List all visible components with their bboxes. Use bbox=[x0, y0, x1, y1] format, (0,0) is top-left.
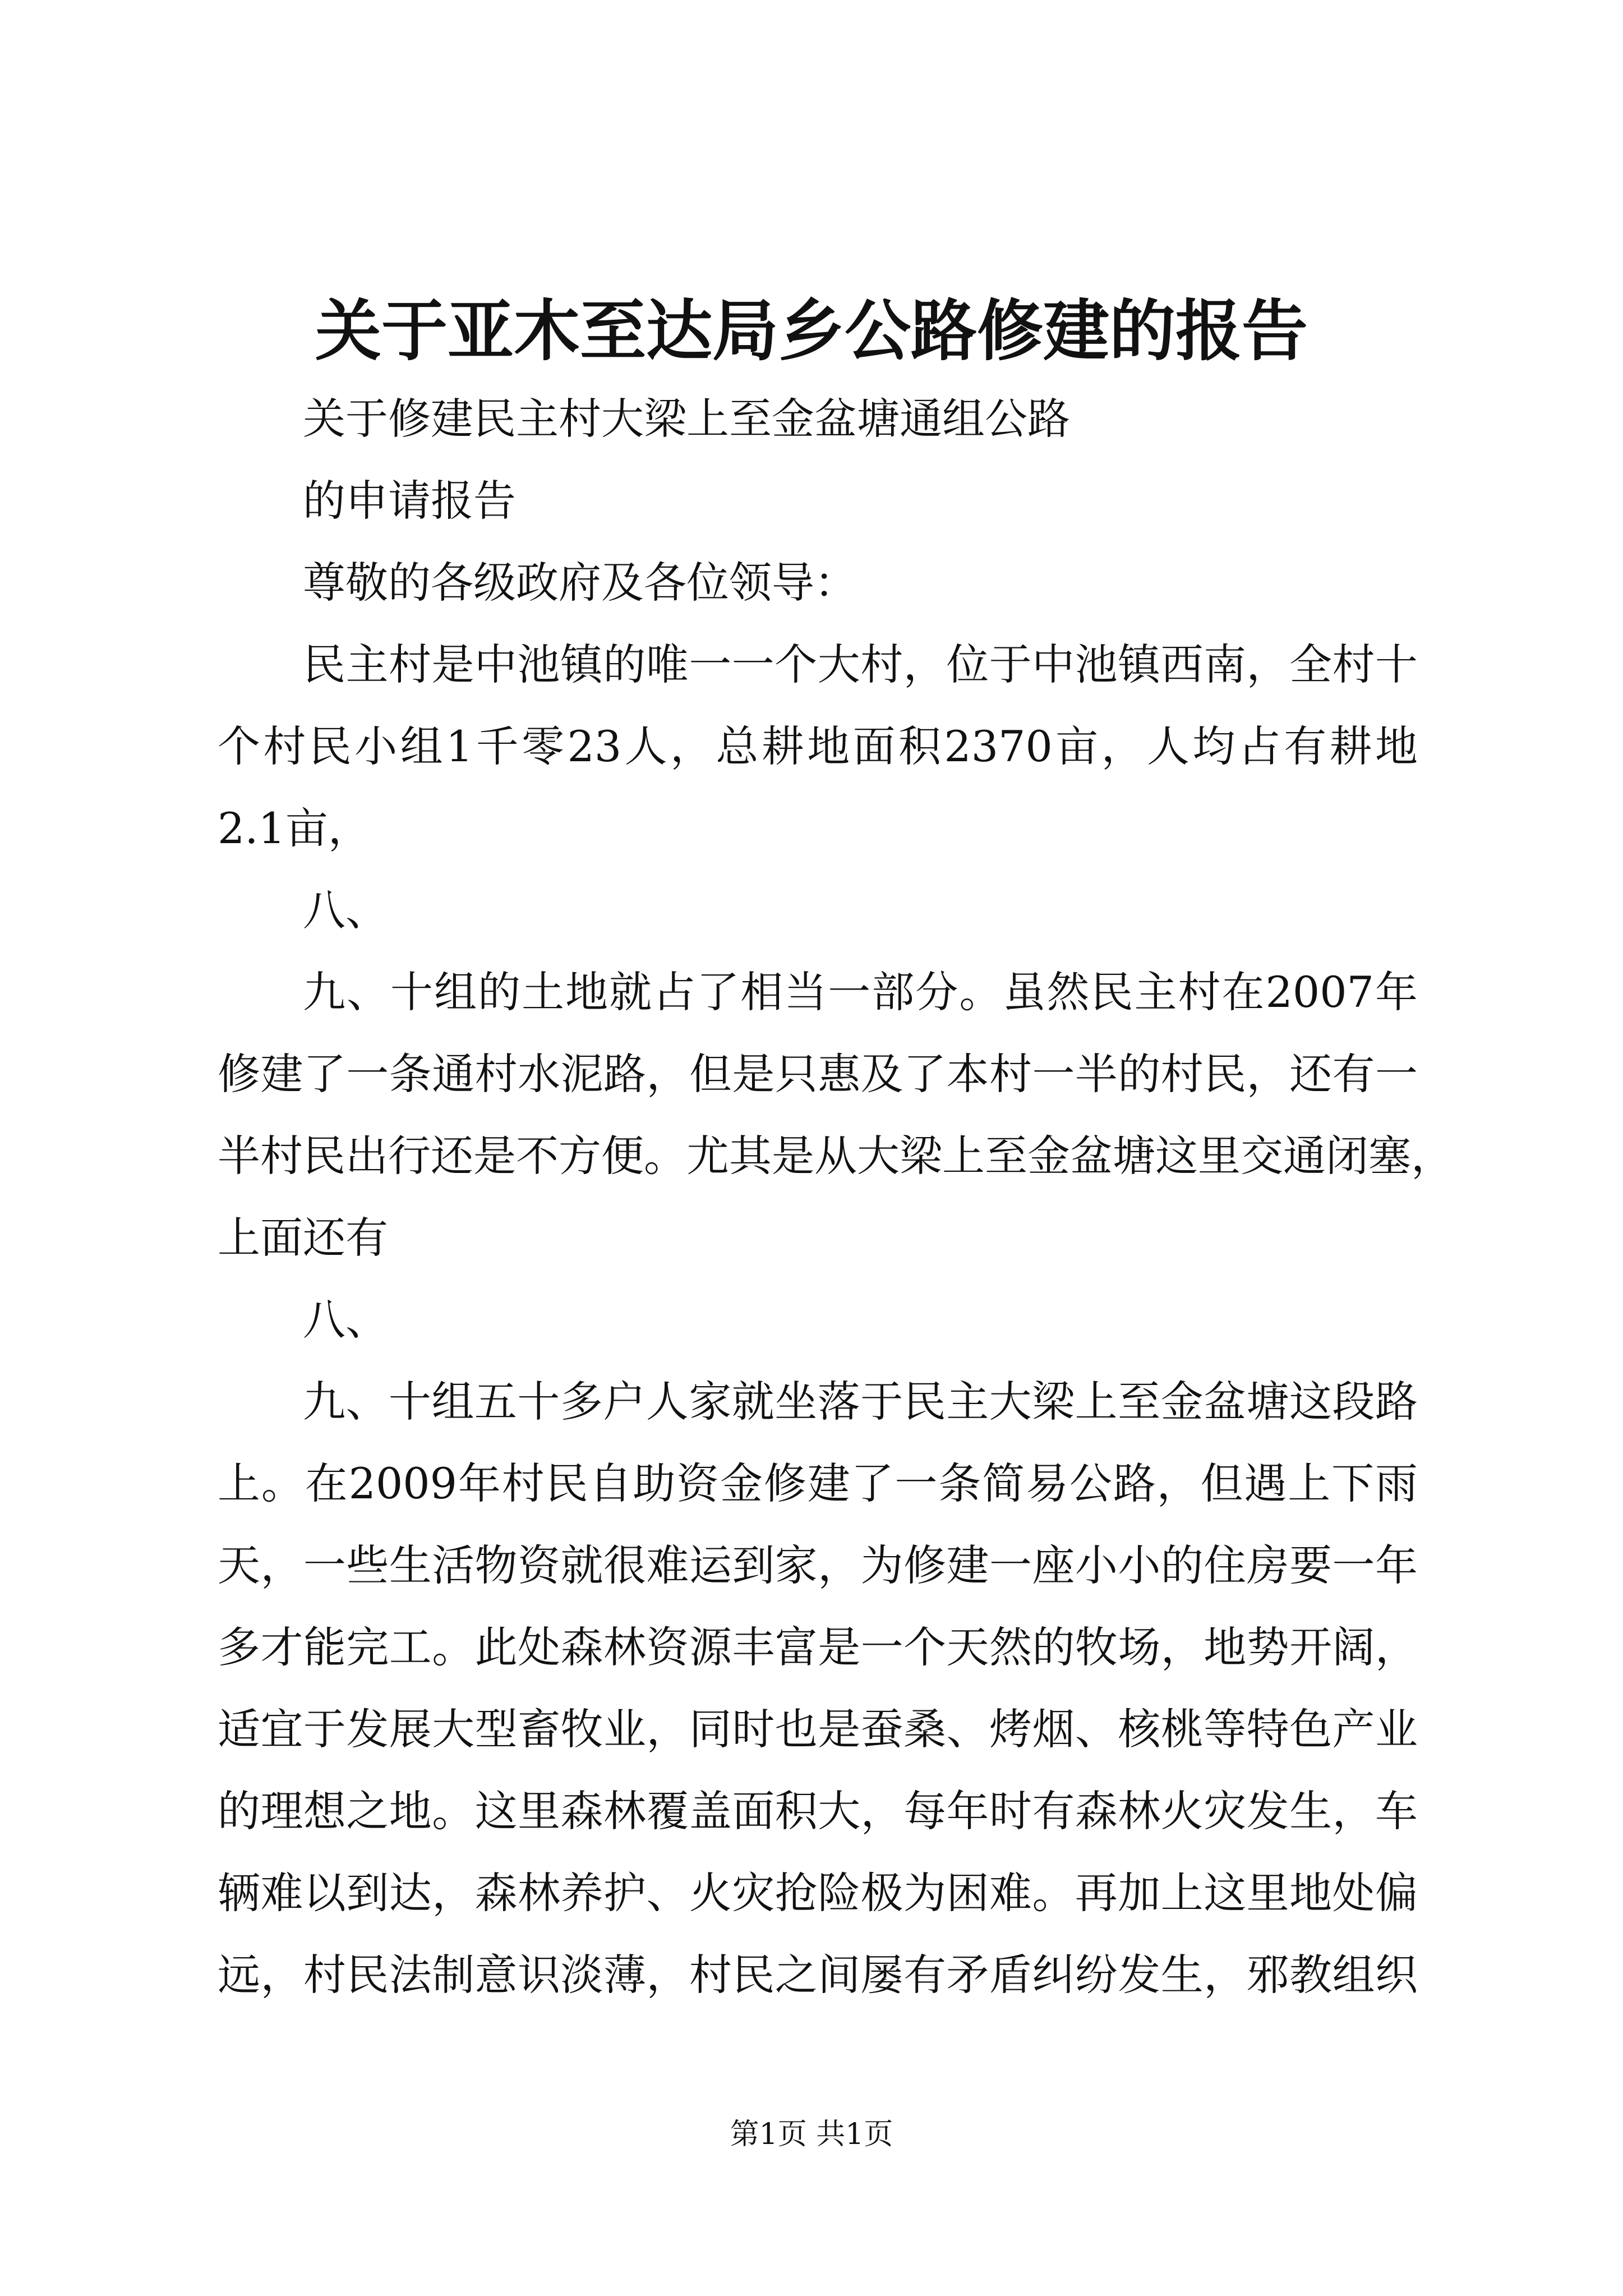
paragraph-line: 的理想之地。这里森林覆盖面积大，每年时有森林火灾发生，车 bbox=[218, 1786, 1418, 1836]
paragraph-line: 民主村是中池镇的唯一一个大村，位于中池镇西南，全村十 bbox=[303, 639, 1418, 689]
paragraph-line: 半村民出行还是不方便。尤其是从大梁上至金盆塘这里交通闭塞， bbox=[218, 1131, 1454, 1181]
subtitle-line-2: 的申请报告 bbox=[303, 476, 516, 526]
salutation: 尊敬的各级政府及各位领导： bbox=[303, 558, 857, 608]
document-body bbox=[218, 378, 1454, 2016]
paragraph-line: 上面还有 bbox=[218, 1213, 388, 1263]
paragraph-line: 八、 bbox=[303, 1295, 388, 1345]
paragraph-line: 辆难以到达，森林养护、火灾抢险极为困难。再加上这里地处偏 bbox=[218, 1868, 1418, 1918]
paragraph-line: 八、 bbox=[303, 885, 388, 935]
document-title: 关于亚木至达局乡公路修建的报告 bbox=[315, 292, 1308, 370]
paragraph-line: 九、十组五十多户人家就坐落于民主大梁上至金盆塘这段路 bbox=[303, 1377, 1418, 1427]
subtitle-line-1: 关于修建民主村大梁上至金盆塘通组公路 bbox=[303, 394, 1070, 444]
paragraph-line: 远，村民法制意识淡薄，村民之间屡有矛盾纠纷发生，邪教组织 bbox=[218, 1950, 1418, 2000]
page-number-footer: 第1页 共1页 bbox=[730, 2118, 893, 2151]
paragraph-line: 修建了一条通村水泥路，但是只惠及了本村一半的村民，还有一 bbox=[218, 1049, 1418, 1099]
paragraph-line: 个村民小组1千零23人，总耕地面积2370亩，人均占有耕地 bbox=[218, 721, 1418, 771]
paragraph-line: 天，一些生活物资就很难运到家，为修建一座小小的住房要一年 bbox=[218, 1540, 1418, 1590]
paragraph-line: 多才能完工。此处森林资源丰富是一个天然的牧场，地势开阔， bbox=[218, 1622, 1418, 1672]
paragraph-line: 2.1亩， bbox=[218, 803, 371, 853]
paragraph-line: 适宜于发展大型畜牧业，同时也是蚕桑、烤烟、核桃等特色产业 bbox=[218, 1704, 1418, 1754]
paragraph-line: 上。在2009年村民自助资金修建了一条简易公路，但遇上下雨 bbox=[218, 1458, 1418, 1508]
paragraph-line: 九、十组的土地就占了相当一部分。虽然民主村在2007年 bbox=[303, 967, 1418, 1017]
